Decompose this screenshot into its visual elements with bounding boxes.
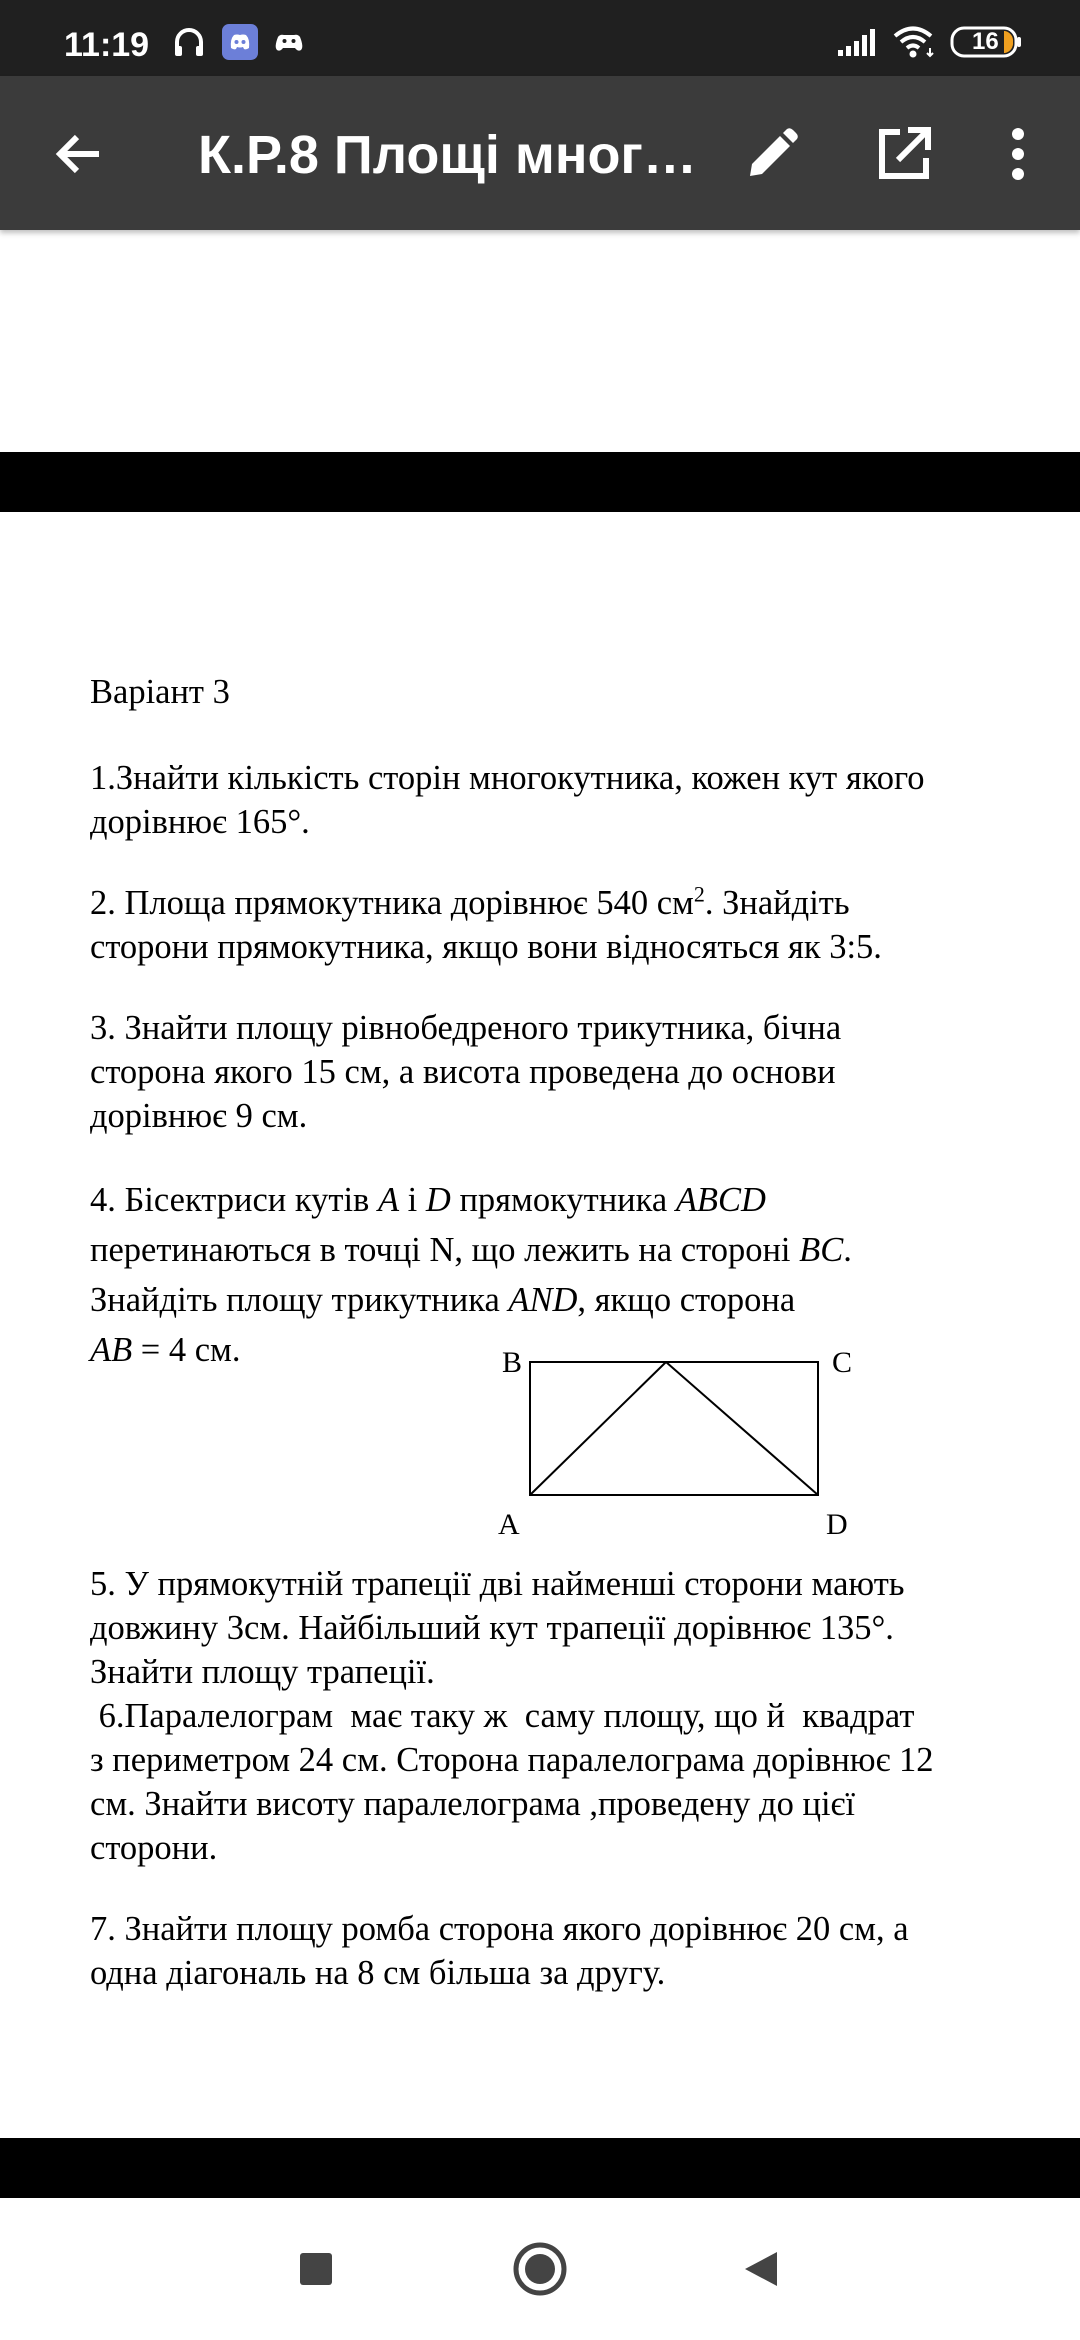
task4-line1: 4. Бісектриси кутів A і D прямокутника ABCD — [90, 1181, 766, 1219]
variant-heading: Варіант 3 — [90, 673, 230, 711]
task1-line2: дорівнює 165°. — [90, 803, 310, 841]
app-bar — [0, 76, 1080, 230]
viewer-bottom-band — [0, 2138, 1080, 2198]
open-external-icon — [876, 126, 932, 182]
status-time: 11:19 — [64, 26, 150, 64]
task7-line2: одна діагональ на 8 см більша за другу. — [90, 1954, 666, 1992]
task7-line1: 7. Знайти площу ромба сторона якого дорівнює 20 см, а — [90, 1910, 909, 1948]
task3-line3: дорівнює 9 см. — [90, 1097, 308, 1135]
label-b: B — [502, 1346, 523, 1379]
task6-line3: см. Знайти висоту паралелограма ,проведену до цієї — [90, 1785, 855, 1823]
open-external-button[interactable] — [862, 112, 946, 196]
home-button[interactable] — [505, 2234, 575, 2304]
recents-square-icon — [299, 2252, 333, 2286]
task2-line2: сторони прямокутника, якщо вони відносяться як 3:5. — [90, 928, 882, 966]
back-arrow-icon — [53, 129, 103, 179]
task5-line3: Знайти площу трапеції. — [90, 1653, 435, 1691]
wifi-icon — [892, 24, 938, 60]
game-controller-icon — [272, 24, 306, 60]
back-button[interactable] — [36, 112, 120, 196]
bisector-dn — [666, 1362, 818, 1495]
task6-line4: сторони. — [90, 1829, 218, 1867]
document-title: К.Р.8 Площі мног… — [198, 125, 697, 185]
label-a: A — [498, 1508, 520, 1541]
battery-icon — [950, 24, 1024, 60]
document-page[interactable] — [0, 512, 1080, 2138]
more-vert-icon — [1008, 126, 1028, 182]
task6-line1: 6.Паралелограм має таку ж саму площу, що й квадрат — [90, 1697, 915, 1735]
discord-icon — [222, 24, 258, 60]
more-options-button[interactable] — [976, 112, 1060, 196]
bisector-an — [530, 1362, 666, 1495]
task1-line1: 1.Знайти кількість сторін многокутника, кожен кут якого — [90, 759, 925, 797]
edit-button[interactable] — [730, 112, 814, 196]
task3-line1: 3. Знайти площу рівнобедреного трикутника, бічна — [90, 1009, 842, 1047]
rectangle-figure — [490, 1322, 890, 1542]
recents-button[interactable] — [281, 2234, 351, 2304]
task6-line2: з периметром 24 см. Сторона паралелограма дорівнює 12 — [90, 1741, 934, 1779]
label-c: C — [832, 1346, 853, 1379]
task2-line1: 2. Площа прямокутника дорівнює 540 $см^2$. Знайдіть — [90, 881, 850, 922]
back-nav-button[interactable] — [726, 2234, 796, 2304]
battery-level: 16 — [972, 28, 999, 55]
back-triangle-icon — [741, 2249, 781, 2289]
edit-pencil-icon — [744, 126, 800, 182]
task4-line3: Знайдіть площу трикутника AND, якщо сторона — [90, 1281, 796, 1319]
task3-line2: сторона якого 15 см, а висота проведена до основи — [90, 1053, 836, 1091]
task4-line2: перетинаються в точці N, що лежить на стороні BC. — [90, 1231, 852, 1269]
navigation-bar — [0, 2198, 1080, 2340]
status-bar — [0, 0, 1080, 76]
label-d: D — [826, 1508, 848, 1541]
signal-icon — [836, 24, 880, 60]
home-circle-icon — [512, 2241, 568, 2297]
task5-line1: 5. У прямокутній трапеції дві найменші сторони мають — [90, 1565, 905, 1603]
headphones-icon — [172, 24, 206, 60]
task4-line4: AB = 4 см. — [90, 1331, 241, 1369]
task5-line2: довжину 3см. Найбільший кут трапеції дорівнює 135°. — [90, 1609, 894, 1647]
viewer-top-band — [0, 452, 1080, 512]
rectangle-abcd — [530, 1362, 818, 1495]
